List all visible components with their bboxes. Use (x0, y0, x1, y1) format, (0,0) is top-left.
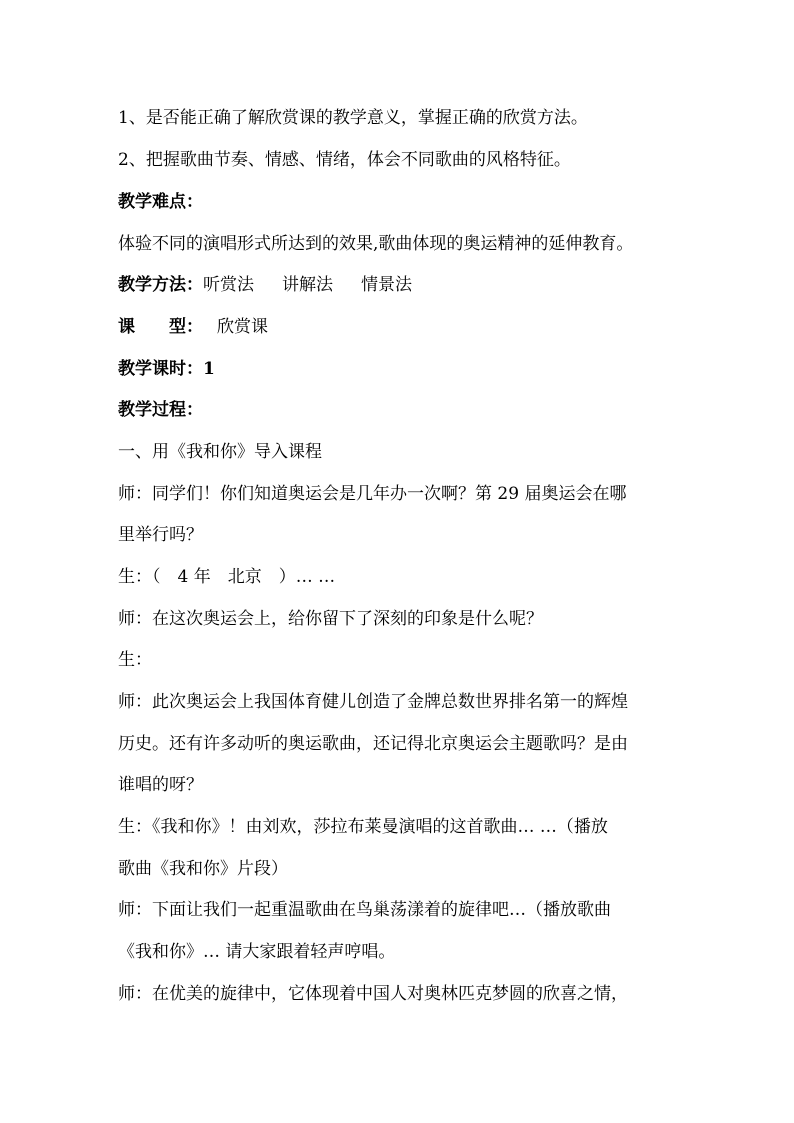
teacher-line-1a: 师：同学们！你们知道奥运会是几年办一次啊？第 29 届奥运会在哪 (118, 484, 627, 504)
teacher-line-4a: 师：下面让我们一起重温歌曲在鸟巢荡漾着的旋律吧…（播放歌曲 (118, 900, 611, 920)
teacher-line-1b: 里举行吗？ (118, 525, 203, 545)
section-1-title: 一、用《我和你》导入课程 (118, 442, 322, 462)
objective-line-2: 2、把握歌曲节奏、情感、情绪，体会不同歌曲的风格特征。 (118, 150, 571, 170)
student-line-2: 生： (118, 650, 152, 670)
lesson-type-line (118, 315, 688, 339)
lesson-hours-line (118, 357, 688, 381)
teacher-line-3c: 谁唱的呀？ (118, 775, 203, 795)
teaching-methods-line (118, 273, 688, 297)
teacher-line-5: 师：在优美的旋律中，它体现着中国人对奥林匹克梦圆的欣喜之情， (118, 984, 628, 1004)
objective-line-1: 1、是否能正确了解欣赏课的教学意义，掌握正确的欣赏方法。 (118, 108, 588, 128)
teacher-line-2: 师：在这次奥运会上，给你留下了深刻的印象是什么呢？ (118, 609, 543, 629)
student-line-3a: 生：《我和你》！由刘欢，莎拉布莱曼演唱的这首歌曲… …（播放 (118, 817, 608, 837)
method-listening: 听赏法 (203, 275, 254, 295)
heading-process: 教学过程： (118, 400, 203, 420)
student-line-3b: 歌曲《我和你》片段） (118, 859, 288, 879)
heading-difficulty: 教学难点： (118, 192, 203, 212)
lesson-hours-value: 1 (203, 359, 215, 379)
lesson-hours-label: 教学课时： (118, 359, 203, 379)
method-scenario: 情景法 (361, 275, 412, 295)
lesson-type-value: 欣赏课 (217, 317, 268, 337)
difficulty-text: 体验不同的演唱形式所达到的效果,歌曲体现的奥运精神的延伸教育。 (118, 234, 634, 254)
method-explaining: 讲解法 (282, 275, 333, 295)
teacher-line-3b: 历史。还有许多动听的奥运歌曲，还记得北京奥运会主题歌吗？是由 (118, 734, 628, 754)
teacher-line-3a: 师：此次奥运会上我国体育健儿创造了金牌总数世界排名第一的辉煌 (118, 692, 628, 712)
teaching-methods-label: 教学方法： (118, 275, 203, 295)
lesson-type-label: 课 型： (118, 317, 203, 337)
teacher-line-4b: 《我和你》… 请大家跟着轻声哼唱。 (118, 942, 396, 962)
student-line-1: 生：（ 4 年 北京 ）… … (118, 567, 336, 587)
